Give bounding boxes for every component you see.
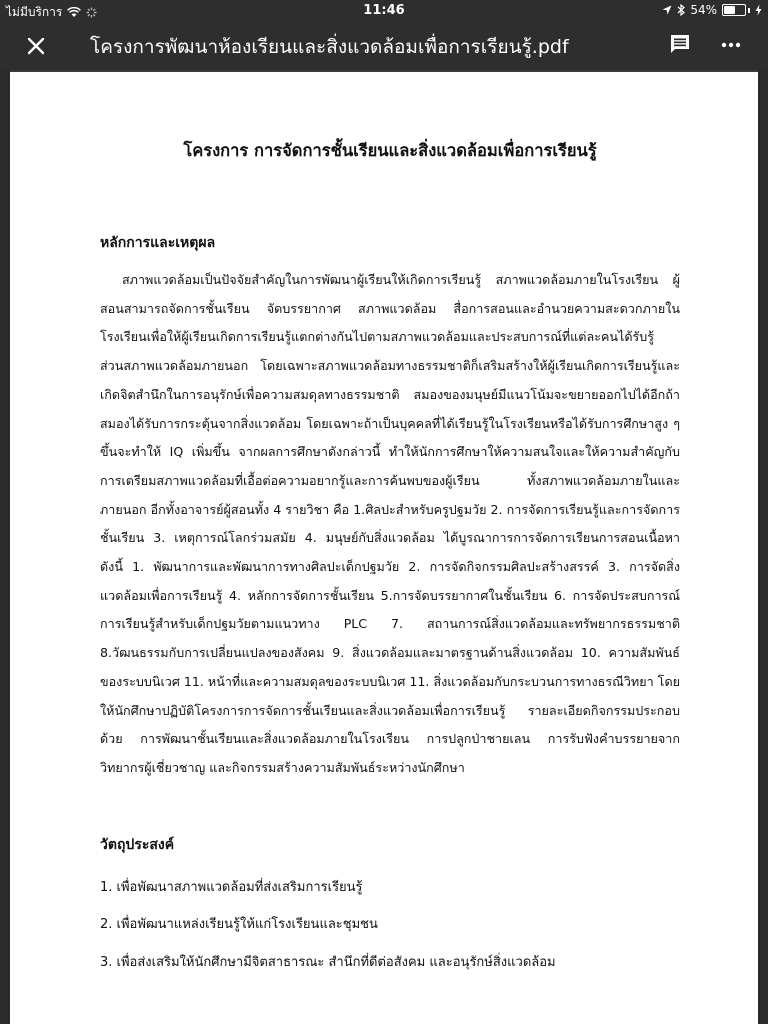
battery-tip [748,8,750,13]
project-title: โครงการ การจัดการชั้นเรียนและสิ่งแวดล้อมเพื่อการเรียนรู้ [183,141,597,160]
comment-icon [668,32,692,56]
status-time: 11:46 [363,3,405,18]
close-icon [22,32,50,60]
document-title: โครงการพัฒนาห้องเรียนและสิ่งแวดล้อมเพื่อการเรียนรู้.pdf [90,36,569,58]
more-horizontal-icon [718,32,744,58]
objective-item: 1. เพื่อพัฒนาสภาพแวดล้อมที่ส่งเสริมการเรียนรู้ [100,880,363,895]
pdf-page[interactable] [10,72,758,1024]
objective-item: 2. เพื่อพัฒนาแหล่งเรียนรู้ให้แก่โรงเรียนและชุมชน [100,917,378,932]
objective-item: 3. เพื่อส่งเสริมให้นักศึกษามีจิตสาธารณะ สำนึกที่ดีต่อสังคม และอนุรักษ์สิ่งแวดล้อม [100,955,556,970]
carrier-label: ไม่มีบริการ [6,5,63,19]
status-right [662,3,762,17]
app-bar [0,22,768,70]
more-options-button[interactable] [718,32,744,58]
comment-button[interactable] [668,32,694,58]
status-bar [0,0,768,22]
rationale-paragraph: สภาพแวดล้อมเป็นปัจจัยสำคัญในการพัฒนาผู้เรียนให้เกิดการเรียนรู้ สภาพแวดล้อมภายในโรงเรียน ผู้สอนสามารถจัดการชั้นเรียน จัดบรรยากาศ สภาพแวดล้อม สื่อการสอนและอำนวยความสะดวกภายในโรงเรียนเพื่อให้ผู้เรียนเกิดการเรียนรู้แตกต่างกันไปตามสภาพแวดล้อมและประสบการณ์ที่แต่ละคนได้รับรู้ ส่วนสภาพแวดล้อมภายนอก โดยเฉพาะสภาพแวดล้อมทางธรรมชาติก็เสริมสร้างให้ผู้เรียนเกิดการเรียนรู้และเกิดจิตสำนึกในการอนุรักษ์เพื่อความสมดุลทางธรรมชาติ สมองของมนุษย์มีแนวโน้มจะขยายออกไปได้อีกถ้าสมองได้รับการกระตุ้นจากสิ่งแวดล้อม โดยเฉพาะถ้าเป็นบุคคลที่ได้เรียนรู้ในโรงเรียนหรือได้รับการศึกษาสูง ๆ ขึ้นจะทำให้ IQ เพิ่มขึ้น จากผลการศึกษาดังกล่าวนี้ ทำให้นักการศึกษาให้ความสนใจและให้ความสำคัญกับการเตรียมสภาพแวดล้อมที่เอื้อต่อความอยากรู้และการค้นพบของผู้เรียน ทั้งสภาพแวดล้อมภายในและภายนอก อีกทั้งอาจารย์ผู้สอนทั้ง 4 รายวิชา คือ 1.ศิลปะสำหรับครูปฐมวัย 2. การจัดการเรียนรู้และการจัดการชั้นเรียน 3. เหตุการณ์โลกร่วมสมัย 4. มนุษย์กับสิ่งแวดล้อม ได้บูรณาการการจัดการเรียนการสอนเนื้อหา ดังนี้ 1. พัฒนาการและพัฒนาการทางศิลปะเด็กปฐมวัย 2. การจัดกิจกรรมศิลปะสร้างสรรค์ 3. การจัดสิ่งแวดล้อมเพื่อการเรียนรู้ 4. หลักการจัดการชั้นเรียน 5.การจัดบรรยากาศในชั้นเรียน 6. การจัดประสบการณ์การเรียนรู้สำหรับเด็กปฐมวัยตามแนวทาง PLC 7. สถานการณ์สิ่งแวดล้อมและทรัพยากรธรรมชาติ 8.วัฒนธรรมกับการเปลี่ยนแปลงของสังคม 9. สิ่งแวดล้อมและมาตรฐานด้านสิ่งแวดล้อม 10. ความสัมพันธ์ของระบบนิเวศ 11. หน้าที่และความสมดุลของระบบนิเวศ 11. สิ่งแวดล้อมกับกระบวนการทางธรณีวิทยา โดยให้นักศึกษาปฏิบัติโครงการการจัดการชั้นเรียนและสิ่งแวดล้อมเพื่อการเรียนรู้ รายละเอียดกิจกรรมประกอบด้วย การพัฒนาชั้นเรียนและสิ่งแวดล้อมภายในโรงเรียน การปลูกป่าชายเลน การรับฟังคำบรรยายจากวิทยากรผู้เชี่ยวชาญ และกิจกรรมสร้างความสัมพันธ์ระหว่างนักศึกษา [100,272,680,775]
charging-bolt-icon [755,4,762,16]
rationale-heading: หลักการและเหตุผล [100,235,216,251]
battery-fill [724,6,735,14]
bluetooth-icon [677,4,685,16]
objectives-heading: วัตถุประสงค์ [100,837,175,853]
close-button[interactable] [22,32,50,60]
battery-percent: 54% [690,3,717,17]
battery-icon [722,4,746,16]
location-arrow-icon [662,5,672,15]
